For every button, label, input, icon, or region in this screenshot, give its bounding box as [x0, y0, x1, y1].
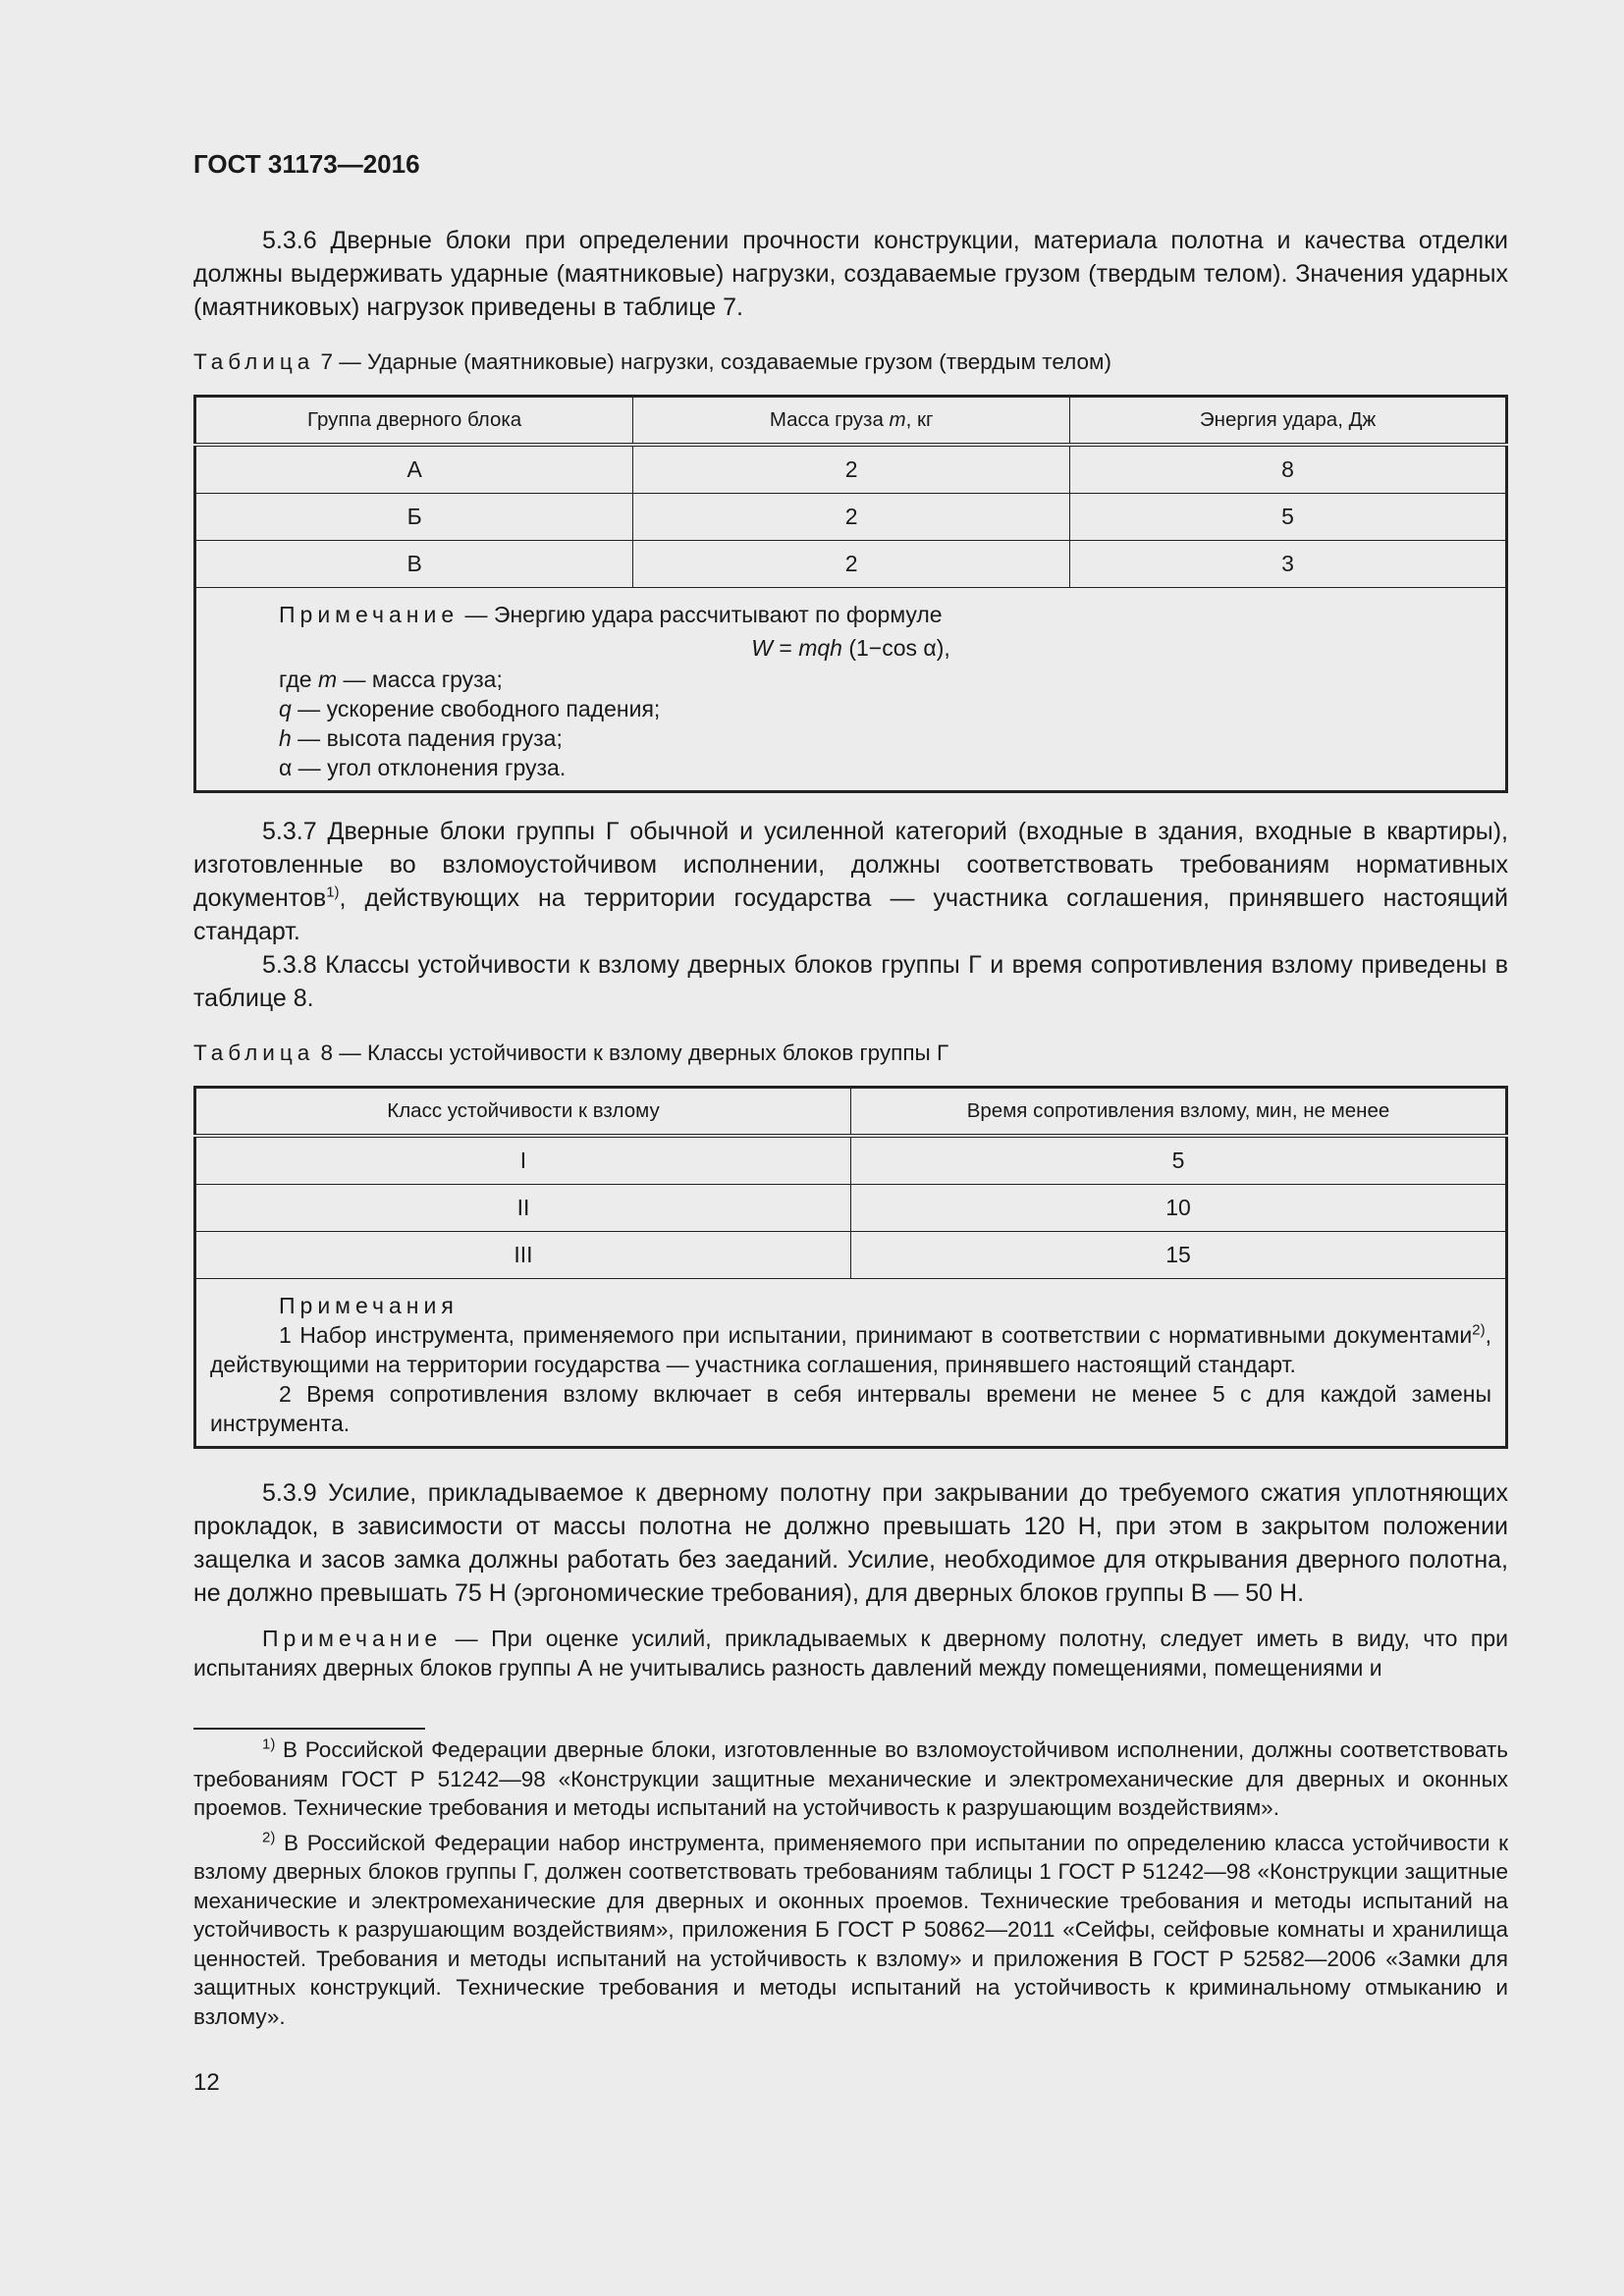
table7-col-mass-b: , кг	[905, 408, 934, 431]
table8-cell-class: I	[195, 1136, 851, 1185]
table-row	[195, 1185, 1507, 1232]
table-row	[195, 1136, 1507, 1185]
table7-col-mass-m: m	[889, 408, 906, 431]
formula-eq: =	[772, 635, 799, 661]
where-m-line	[210, 665, 1491, 694]
footnote-2-marker: 2)	[262, 1829, 276, 1845]
table-row	[195, 494, 1507, 541]
table7-note-row	[195, 588, 1507, 792]
table8-caption-text: 8 — Классы устойчивости к взлому дверных блоков группы Г	[320, 1041, 949, 1065]
table7-cell-energy: 5	[1070, 494, 1507, 541]
table7-col-group: Группа дверного блока	[195, 397, 633, 446]
table8-caption-label: Таблица	[193, 1041, 315, 1065]
where-h-line	[210, 723, 1491, 753]
table7-cell-group: А	[195, 445, 633, 494]
table8-note-1	[210, 1320, 1491, 1379]
table7-col-mass-a: Масса груза	[769, 408, 890, 431]
table7-cell-mass: 2	[633, 541, 1070, 588]
table8-caption	[193, 1039, 1508, 1068]
var-q: q	[279, 696, 292, 721]
table7-cell-energy: 3	[1070, 541, 1507, 588]
table8-cell-time: 15	[851, 1232, 1507, 1279]
var-q-text: — ускорение свободного падения;	[291, 696, 661, 721]
formula-w: W	[751, 635, 773, 661]
table7-note	[195, 588, 1507, 792]
table8-notes-row	[195, 1279, 1507, 1448]
table8-notes-label-line	[210, 1291, 1491, 1320]
page-content	[193, 147, 1508, 2031]
table7-cell-group: Б	[195, 494, 633, 541]
note1-text-a: 1 Набор инструмента, применяемого при испытании, принимают в соответствии с нормативными документами	[279, 1322, 1473, 1348]
var-h-text: — высота падения груза;	[291, 725, 563, 751]
footnote-2	[193, 1829, 1508, 2032]
table7-caption-text: 7 — Ударные (маятниковые) нагрузки, создаваемые грузом (твердым телом)	[320, 349, 1111, 374]
table-8	[193, 1086, 1508, 1449]
table7-caption-label: Таблица	[193, 349, 315, 374]
footnote-2-text: В Российской Федерации набор инструмента, применяемого при испытании по определению класса устойчивости к взлому дверных блоков группы Г, должен соответствовать требованиям таблицы 1 ГОСТ Р 51242—98 «Конструкции защитные механические и электромеханические для дверных и оконных проемов. Технические требования и методы испытаний на устойчивость к разрушающим воздействиям», приложения Б ГОСТ Р 50862—2011 «Сейфы, сейфовые комнаты и хранилища ценностей. Требования и методы испытаний на устойчивость к взлому» и приложения В ГОСТ Р 52582—2006 «Замки для защитных конструкций. Технические требования и методы испытаний на устойчивость к криминальному отмыканию и взлому».	[193, 1830, 1508, 2029]
note-after-text: — При оценке усилий, прикладываемых к дверному полотну, следует иметь в виду, что при испытаниях дверных блоков группы А не учитывались разность давлений между помещениями, помещениями и	[193, 1626, 1508, 1681]
table8-cell-class: III	[195, 1232, 851, 1279]
table7-note-label: Примечание	[279, 602, 460, 627]
footnote-1-text: В Российской Федерации дверные блоки, изготовленные во взломоустойчивом исполнении, должны соответствовать требованиям ГОСТ Р 51242—98 «Конструкции защитные механические и электромеханические для дверных и оконных проемов. Технические требования и методы испытаний на устойчивость к разрушающим воздействиям».	[193, 1737, 1508, 1820]
paragraph-5-3-7	[193, 815, 1508, 948]
table-7	[193, 395, 1508, 793]
footnote-ref-2: 2)	[1472, 1321, 1486, 1339]
p537-text-b: , действующих на территории государства — участника соглашения, принявшего настоящий стандарт.	[193, 884, 1508, 945]
page-number: 12	[193, 2069, 220, 2096]
paragraph-5-3-9: 5.3.9 Усилие, прикладываемое к дверному полотну при закрывании до требуемого сжатия уплотняющих прокладок, в зависимости от массы полотна не должно превышать 120 Н, при этом в закрытом положении защелка и засов замка должны работать без заеданий. Усилие, необходимое для открывания дверного полотна, не должно превышать 75 Н (эргономические требования), для дверных блоков группы В — 50 Н.	[193, 1479, 1508, 1607]
where-prefix: где	[279, 667, 318, 692]
note1-text-b: , действующими на территории государства — участника соглашения, принявшего настоящий стандарт.	[210, 1322, 1491, 1377]
table7-cell-energy: 8	[1070, 445, 1507, 494]
where-alpha-line: α — угол отклонения груза.	[279, 755, 567, 780]
table8-col-class: Класс устойчивости к взлому	[195, 1088, 851, 1137]
table7-col-energy: Энергия удара, Дж	[1070, 397, 1507, 446]
paragraph-5-3-8: 5.3.8 Классы устойчивости к взлому дверных блоков группы Г и время сопротивления взлому приведены в таблице 8.	[193, 951, 1508, 1012]
table-row	[195, 1232, 1507, 1279]
footnote-1	[193, 1735, 1508, 1823]
table8-cell-time: 10	[851, 1185, 1507, 1232]
table8-cell-class: II	[195, 1185, 851, 1232]
var-h: h	[279, 725, 292, 751]
table7-header-row	[195, 397, 1507, 446]
table7-caption	[193, 347, 1508, 377]
footnote-1-marker: 1)	[262, 1735, 276, 1753]
table7-cell-mass: 2	[633, 445, 1070, 494]
table7-note-line	[210, 600, 1491, 629]
table8-header-row	[195, 1088, 1507, 1137]
table8-col-time: Время сопротивления взлому, мин, не менее	[851, 1088, 1507, 1137]
table7-cell-group: В	[195, 541, 633, 588]
table8-note-2: 2 Время сопротивления взлому включает в себя интервалы времени не менее 5 с для каждой замены инструмента.	[210, 1381, 1491, 1436]
table-row	[195, 541, 1507, 588]
paragraph-5-3-6: 5.3.6 Дверные блоки при определении прочности конструкции, материала полотна и качества отделки должны выдерживать ударные (маятниковые) нагрузки, создаваемые грузом (твердым телом). Значения ударных (маятниковых) нагрузок приведены в таблице 7.	[193, 227, 1508, 321]
var-m-text: — масса груза;	[337, 667, 503, 692]
energy-formula	[210, 629, 1491, 665]
note-after-5-3-9	[193, 1624, 1508, 1682]
table8-notes	[195, 1279, 1507, 1448]
formula-mqh: mqh	[798, 635, 842, 661]
table7-col-mass	[633, 397, 1070, 446]
table8-notes-label: Примечания	[279, 1293, 459, 1318]
footnote-separator	[193, 1728, 425, 1730]
document-header: ГОСТ 31173—2016	[193, 149, 420, 179]
var-m: m	[317, 667, 338, 692]
table7-cell-mass: 2	[633, 494, 1070, 541]
note-after-label: Примечание	[262, 1626, 443, 1651]
table8-cell-time: 5	[851, 1136, 1507, 1185]
table7-note-text: — Энергию удара рассчитывают по формуле	[459, 602, 943, 627]
footnote-ref-1: 1)	[326, 883, 340, 901]
formula-rest: (1−cos α),	[841, 635, 950, 661]
table-row	[195, 445, 1507, 494]
where-q-line	[210, 694, 1491, 723]
p537-text-a: 5.3.7 Дверные блоки группы Г обычной и усиленной категорий (входные в здания, входные в квартиры), изготовленные во взломоустойчивом исполнении, должны соответствовать требованиям нормативных документов	[193, 818, 1508, 912]
